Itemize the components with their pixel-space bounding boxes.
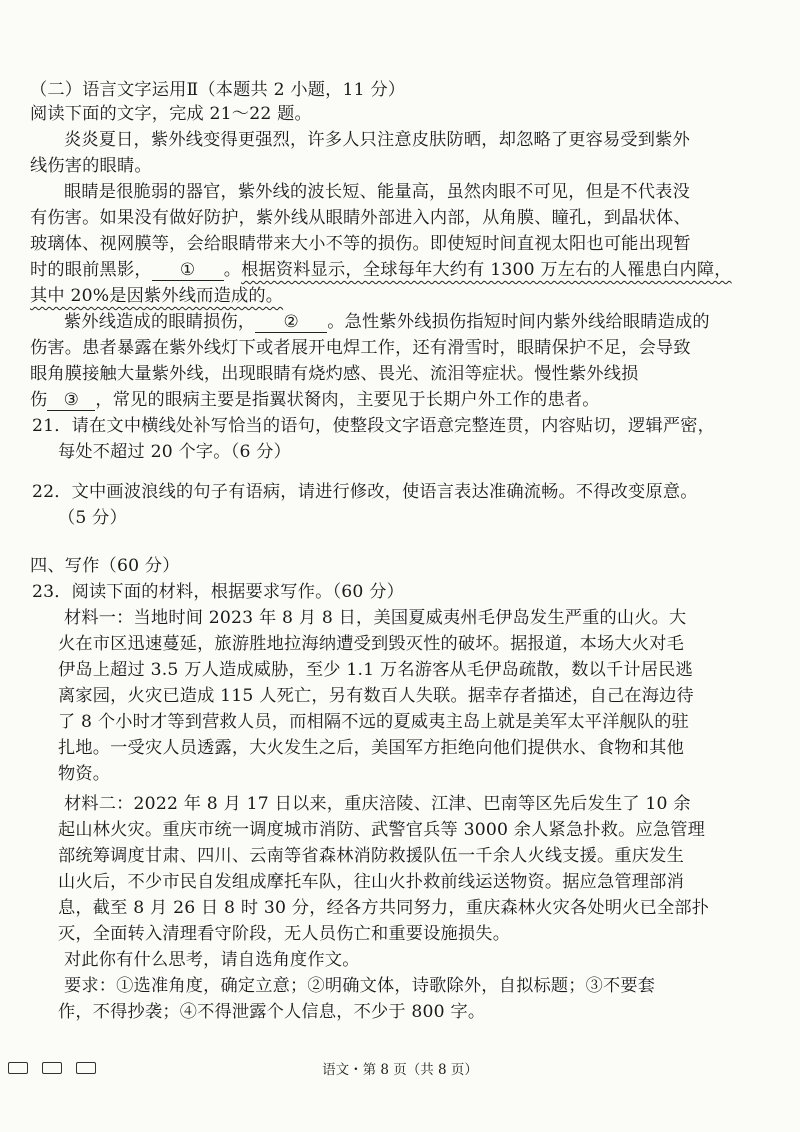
passage-text: ，常见的眼病主要是指翼状胬肉，主要见于长期户外工作的患者。: [95, 390, 600, 410]
wavy-underlined-sentence: 根据资料显示，全球每年大约有 1300 万左右的人罹患白内障，: [241, 260, 732, 280]
fill-blank-3: ③: [47, 390, 95, 411]
page-footer: 语文・第 8 页（共 8 页）: [322, 1062, 478, 1078]
section-heading-language-use: （二）语言文字运用Ⅱ（本题共 2 小题，11 分）: [30, 80, 406, 100]
passage-text: 伤: [30, 390, 48, 410]
passage-line: 炎炎夏日，紫外线变得更强烈，许多人只注意皮肤防晒，却忽略了更容易受到紫外: [64, 130, 690, 150]
passage-line: 眼睛是很脆弱的器官，紫外线的波长短、能量高，虽然肉眼不可见，但是不代表没: [64, 182, 690, 202]
material-2-line: 起山林火灾。重庆市统一调度城市消防、武警官兵等 3000 余人紧急扑救。应急管理: [58, 820, 706, 840]
wavy-underlined-sentence: 其中 20%是因紫外线而造成的。: [30, 286, 284, 306]
passage-line-with-blank-3: [30, 388, 775, 412]
writing-prompt: 对此你有什么思考，请自选角度作文。: [64, 950, 360, 970]
material-1-line: 火在市区迅速蔓延，旅游胜地拉海纳遭受到毁灭性的破坏。据报道，本场大火对毛: [58, 634, 684, 654]
passage-text: 紫外线造成的眼睛损伤，: [64, 312, 256, 332]
material-2-line: 材料二：2022 年 8 月 17 日以来，重庆涪陵、江津、巴南等区先后发生了 10 余: [64, 794, 691, 814]
passage-line: 线伤害的眼睛。: [30, 156, 152, 176]
question-21: 21．请在文中横线处补写恰当的语句，使整段文字语意完整连贯，内容贴切，逻辑严密，: [32, 416, 715, 436]
passage-line: 玻璃体、视网膜等，会给眼睛带来大小不等的损伤。即使短时间直视太阳也可能出现暂: [30, 234, 691, 254]
fill-blank-1: ①: [152, 260, 224, 281]
passage-line: 眼角膜接触大量紫外线，出现眼睛有烧灼感、畏光、流泪等症状。慢性紫外线损: [30, 364, 639, 384]
fill-blank-2: ②: [255, 312, 327, 333]
question-22: 22．文中画波浪线的句子有语病，请进行修改，使语言表达准确流畅。不得改变原意。: [32, 482, 698, 502]
material-2-line: 山火后，不少市民自发组成摩托车队，往山火扑救前线运送物资。据应急管理部消: [58, 872, 684, 892]
passage-line: 有伤害。如果没有做好防护，紫外线从眼睛外部进入内部，从角膜、瞳孔，到晶状体、: [30, 208, 691, 228]
question-21-cont: 每处不超过 20 个字。（6 分）: [58, 442, 292, 462]
section-heading-writing: 四、写作（60 分）: [30, 556, 180, 576]
material-1-line: 离家园，火灾已造成 115 人死亡，另有数百人失联。据幸存者描述，自己在海边待: [58, 686, 694, 706]
passage-text: 。: [223, 260, 242, 280]
question-22-cont: （5 分）: [58, 508, 127, 528]
passage-line: 伤害。患者暴露在紫外线灯下或者展开电焊工作，还有滑雪时，眼睛保护不足，会导致: [30, 338, 691, 358]
passage-text: 时的眼前黑影，: [30, 260, 152, 280]
material-2-line: 灭，全面转入清理看守阶段，无人员伤亡和重要设施损失。: [58, 924, 511, 944]
material-1-line: 扎地。一受灾人员透露，大火发生之后，美国军方拒绝向他们提供水、食物和其他: [58, 738, 684, 758]
writing-requirements-cont: 作，不得抄袭；④不得泄露个人信息，不少于 800 字。: [58, 1002, 486, 1022]
passage-line-with-blank-1: [30, 258, 775, 282]
writing-requirements: 要求：①选准角度，确定立意；②明确文体，诗歌除外，自拟标题；③不要套: [64, 976, 656, 996]
passage-text: 。急性紫外线损伤指短时间内紫外线给眼睛造成的: [327, 312, 710, 332]
material-1-line: 了 8 个小时才等到营救人员，而相隔不远的夏威夷主岛上就是美军太平洋舰队的驻: [58, 712, 690, 732]
material-1-line: 物资。: [58, 764, 111, 784]
passage-line-with-blank-2: [64, 310, 800, 334]
section-instruction: 阅读下面的文字，完成 21～22 题。: [30, 104, 312, 124]
material-1-line: 伊岛上超过 3.5 万人造成威胁，至少 1.1 万名游客从毛伊岛疏散，数以千计居民逃: [58, 660, 693, 680]
material-2-line: 息，截至 8 月 26 日 8 时 30 分，经各方共同努力，重庆森林火灾各处明火已全部扑: [58, 898, 710, 918]
passage-line: [30, 284, 775, 308]
question-23: 23．阅读下面的材料，根据要求写作。（60 分）: [32, 582, 404, 602]
material-1-line: 材料一：当地时间 2023 年 8 月 8 日，美国夏威夷州毛伊岛发生严重的山火。大: [64, 608, 687, 628]
material-2-line: 部统筹调度甘肃、四川、云南等省森林消防救援队伍一千余人火线支援。重庆发生: [58, 846, 684, 866]
